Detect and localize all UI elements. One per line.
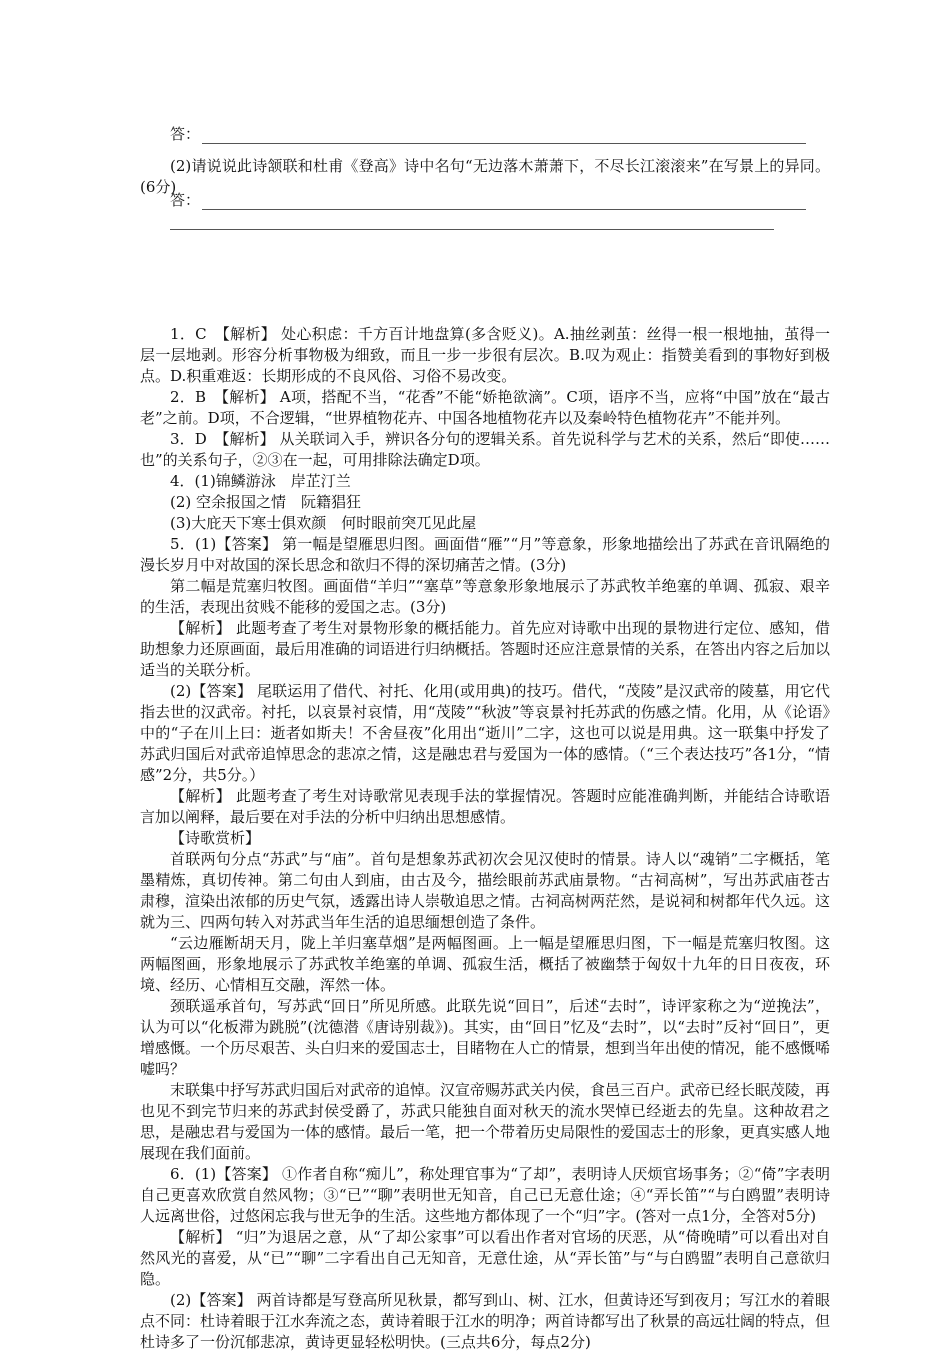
answer-paragraph: (2)【答案】 两首诗都是写登高所见秋景，都写到山、树、江水，但黄诗还写到夜月；写江水的着眼点不同：杜诗着眼于江水奔流之态，黄诗着眼于江水的明净；两首诗都写出了秋景的高远壮阔的特点，但杜诗多了一份沉郁悲凉，黄诗更显轻松明快。(三点共6分，每点2分) — [140, 1291, 831, 1351]
answer-paragraph: 1．C 【解析】 处心积虑：千方百计地盘算(多含贬义)。A.抽丝剥茧：丝得一根一根地抽，茧得一层一层地剥。形容分析事物极为细致，而且一步一步很有层次。B.叹为观止：指赞美看到的事物好到极点。D.积重难返：长期形成的不良风俗、习俗不易改变。 — [140, 325, 830, 385]
answer-row-2b — [170, 210, 774, 232]
answer-paragraph: 末联集中抒写苏武归国后对武帝的追悼。汉宣帝赐苏武关内侯，食邑三百户。武帝已经长眠茂陵，再也见不到完节归来的苏武封侯受爵了，苏武只能独自面对秋天的流水哭悼已经逝去的先皇。这种故君之思，是融忠君与爱国为一体的感情。最后一笔，把一个带着历史局限性的爱国志士的形象，更真实感人地展现在我们面前。 — [140, 1081, 831, 1162]
answer-paragraph: 3．D 【解析】 从关联词入手，辨识各分句的逻辑关系。首先说科学与艺术的关系，然后“即使……也”的关系句子，②③在一起，可用排除法确定D项。 — [140, 430, 830, 469]
answer-paragraph: (3)大庇天下寒士俱欢颜 何时眼前突兀见此屋 — [170, 514, 477, 532]
answer-paragraph: 【解析】 “归”为退居之意，从“了却公家事”可以看出作者对官场的厌恶，从“倚晚晴”可以看出对自然风光的喜爱，从“已”“聊”二字看出自己无知音，无意仕途，从“弄长笛”与“与白鸥盟”表明自己意欲归隐。 — [140, 1228, 830, 1288]
answer-paragraph: 2．B 【解析】 A项，搭配不当，“花香”不能“娇艳欲滴”。C项，语序不当，应将“中国”放在“最古老”之前。D项，不合逻辑，“世界植物花卉、中国各地植物花卉以及秦岭特色植物花卉”不能并列。 — [140, 388, 830, 427]
answer-paragraph: 【解析】 此题考查了考生对景物形象的概括能力。首先应对诗歌中出现的景物进行定位、感知，借助想象力还原画面，最后用准确的词语进行归纳概括。答题时还应注意景情的关系，在答出内容之后加以适当的关联分析。 — [140, 619, 831, 679]
answer-blank-line — [170, 229, 774, 230]
answer-paragraph: 4．(1)锦鳞游泳 岸芷汀兰 — [170, 472, 351, 490]
answer-paragraph: 第二幅是荒塞归牧图。画面借“羊归”“塞草”等意象形象地展示了苏武牧羊绝塞的单调、孤寂、艰辛的生活，表现出贫贱不能移的爱国之志。(3分) — [140, 577, 830, 616]
answer-paragraph: 首联两句分点“苏武”与“庙”。首句是想象苏武初次会见汉使时的情景。诗人以“魂销”二字概括，笔墨精炼，真切传神。第二句由人到庙，由古及今，描绘眼前苏武庙景物。“古祠高树”，写出苏武庙苍古肃穆，渲染出浓郁的历史气氛，透露出诗人崇敬追思之情。古祠高树两茫然，是说祠和树都年代久远。这就为三、四两句转入对苏武当年生活的追思缅想创造了条件。 — [140, 850, 831, 931]
answer-blank-line — [202, 143, 806, 144]
answer-key — [140, 324, 830, 1353]
answer-paragraph: (2) 空余报国之情 阮籍猖狂 — [170, 493, 362, 511]
answer-paragraph: 【解析】 此题考查了考生对诗歌常见表现手法的掌握情况。答题时应能准确判断，并能结合诗歌语言加以阐释，最后要在对手法的分析中归纳出思想感情。 — [140, 787, 830, 826]
answer-row-1 — [170, 124, 810, 146]
answer-paragraph: 5．(1)【答案】 第一幅是望雁思归图。画面借“雁”“月”等意象，形象地描绘出了苏武在音讯隔绝的漫长岁月中对故国的深长思念和欲归不得的深切痛苦之情。(3分) — [140, 535, 830, 574]
answer-label: 答： — [170, 125, 201, 143]
section-heading: 【诗歌赏析】 — [170, 829, 261, 847]
answer-paragraph: 颈联遥承首句，写苏武“回日”所见所感。此联先说“回日”，后述“去时”，诗评家称之为“逆挽法”，认为可以“化板滞为跳脱”(沈德潜《唐诗别裁》)。其实，由“回日”忆及“去时”，以“去时”反衬“回日”，更增感慨。一个历尽艰苦、头白归来的爱国志士，目睹物在人亡的情景，想到当年出使的情况，能不感慨唏嘘吗？ — [140, 997, 831, 1078]
answer-paragraph: (2)【答案】 尾联运用了借代、衬托、化用(或用典)的技巧。借代，“茂陵”是汉武帝的陵墓，用它代指去世的汉武帝。衬托，以哀景衬哀情，用“茂陵”“秋波”等哀景衬托苏武的伤感之情。化用，从《论语》中的“子在川上曰：逝者如斯夫！不舍昼夜”化用出“逝川”二字，这也可以说是用典。这一联集中抒发了苏武归国后对武帝追悼思念的悲凉之情，这是融忠君与爱国为一体的感情。（“三个表达技巧”各1分，“情感”2分，共5分。） — [140, 682, 830, 784]
question-prompt: (2)请说说此诗颔联和杜甫《登高》诗中名句“无边落木萧萧下，不尽长江滚滚来”在写景上的异同。(6分) — [140, 157, 830, 196]
answer-paragraph: “云边雁断胡天月，陇上羊归塞草烟”是两幅图画。上一幅是望雁思归图，下一幅是荒塞归牧图。这两幅图画，形象地展示了苏武牧羊绝塞的单调、孤寂生活，概括了被幽禁于匈奴十九年的日日夜夜，环境、经历、心情相互交融，浑然一体。 — [140, 934, 830, 994]
answer-label: 答： — [170, 191, 201, 209]
answer-paragraph: 6．(1)【答案】 ①作者自称“痴儿”，称处理官事为“了却”，表明诗人厌烦官场事务；②“倚”字表明自己更喜欢欣赏自然风物；③“已”“聊”表明世无知音，自己已无意仕途；④“弄长笛”“与白鸥盟”表明诗人远离世俗，过悠闲忘我与世无争的生活。这些地方都体现了一个“归”字。(答对一点1分，全答对5分) — [140, 1165, 830, 1225]
answer-row-2 — [170, 190, 810, 212]
